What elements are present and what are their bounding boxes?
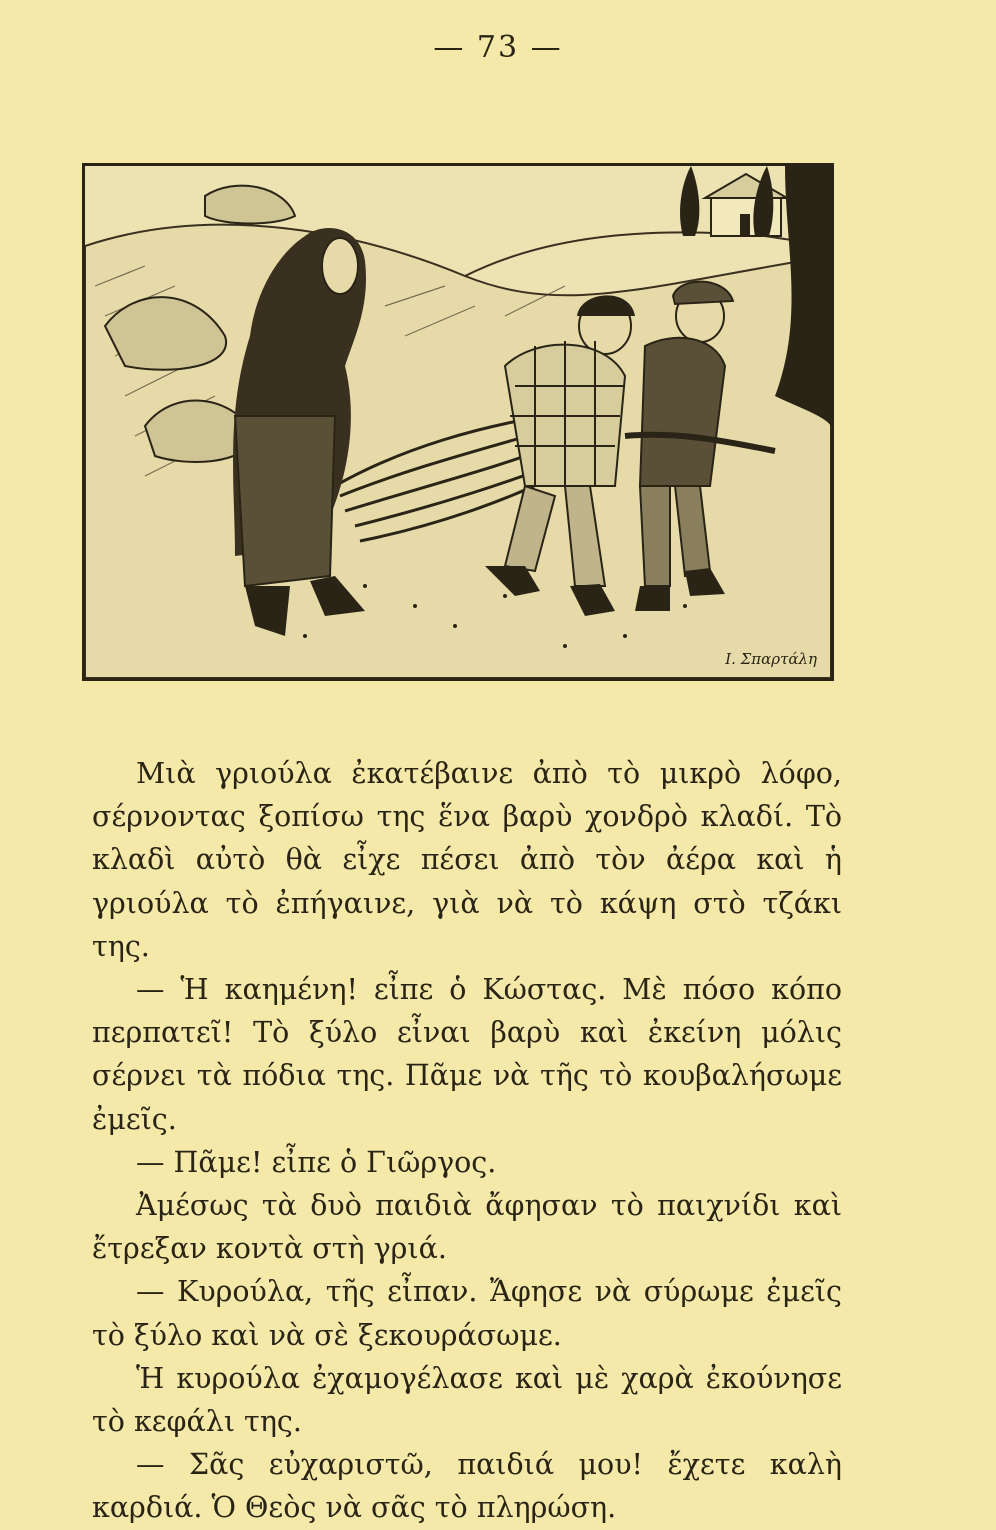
illustration bbox=[82, 163, 834, 681]
paragraph: Ἡ κυρούλα ἐχαμογέλασε καὶ μὲ χαρὰ ἐκούνησε τὸ κεφάλι της. bbox=[92, 1361, 842, 1439]
illustration-drawing bbox=[85, 166, 831, 678]
paragraph: Ἀμέσως τὰ δυὸ παιδιὰ ἄφησαν τὸ παιχνίδι καὶ ἔτρεξαν κοντὰ στὴ γριά. bbox=[92, 1189, 842, 1266]
paragraph: — Ἡ καημένη! εἶπε ὁ Κώστας. Μὲ πόσο κόπο περπατεῖ! Τὸ ξύλο εἶναι βαρὺ καὶ ἐκείνη μόλις σέρνει τὰ πόδια της. Πᾶμε νὰ τῆς τὸ κουβαλήσωμε ἐμεῖς. bbox=[92, 973, 842, 1136]
paragraph: — Πᾶμε! εἶπε ὁ Γιῶργος. bbox=[136, 1145, 497, 1179]
paragraph: Μιὰ γριούλα ἐκατέβαινε ἀπὸ τὸ μικρὸ λόφο, σέρνοντας ξοπίσω της ἕνα βαρὺ χονδρὸ κλαδί. Τὸ κλαδὶ αὐτὸ θὰ εἶχε πέσει ἀπὸ τὸν ἀέρα καὶ ἡ γριούλα τὸ ἐπήγαινε, γιὰ νὰ τὸ κάψη στὸ τζάκι της. bbox=[92, 757, 842, 963]
story-text bbox=[92, 752, 842, 1530]
page-number: — 73 — bbox=[433, 30, 563, 65]
paragraph: — Σᾶς εὐχαριστῶ, παιδιά μου! ἔχετε καλὴ καρδιά. Ὁ Θεὸς νὰ σᾶς τὸ πληρώση. bbox=[92, 1448, 842, 1525]
illustration-signature: Ι. Σπαρτάλη bbox=[725, 650, 817, 668]
paragraph: — Κυρούλα, τῆς εἶπαν. Ἄφησε νὰ σύρωμε ἐμεῖς τὸ ξύλο καὶ νὰ σὲ ξεκουράσωμε. bbox=[92, 1275, 842, 1352]
